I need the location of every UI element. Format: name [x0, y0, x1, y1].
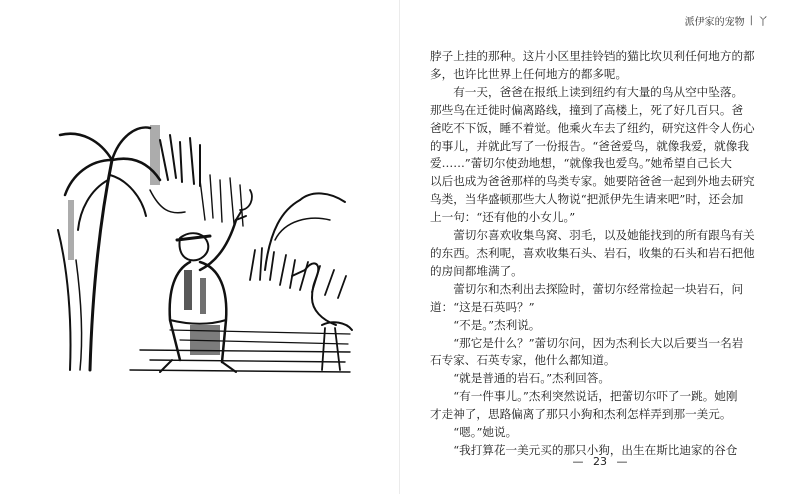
footer-dash-right: — [616, 455, 628, 468]
running-head-separator: | [749, 15, 753, 26]
text-line: 有一天，爸爸在报纸上读到纽约有大量的鸟从空中坠落。 [430, 84, 744, 99]
page-number: 23 [593, 455, 607, 468]
text-line: “嗯。”她说。 [430, 425, 518, 440]
text-line: 才走神了，思路偏离了那只小狗和杰利怎样弄到那一美元。 [430, 407, 732, 422]
illustration-image [50, 120, 360, 375]
right-page [400, 0, 800, 494]
text-line: “有一件事儿。”杰利突然说话，把蕾切尔吓了一跳。她刚 [430, 389, 738, 404]
text-line: 上一句：“还有他的小女儿。” [430, 210, 576, 225]
text-line: 的东西。杰利呢，喜欢收集石头、岩石，收集的石头和岩石把他 [430, 245, 755, 260]
text-line: 以后也成为爸爸那样的鸟类专家。她要陪爸爸一起到外地去研究 [430, 174, 755, 189]
book-title: 派伊家的宠物 [684, 17, 745, 28]
text-line: 蕾切尔喜欢收集鸟窝、羽毛，以及她能找到的所有跟鸟有关 [430, 228, 755, 243]
text-line: 多，也许比世界上任何地方的都多呢。 [430, 66, 628, 81]
chapter-mark: 丫 [758, 17, 768, 28]
footer-dash-left: — [572, 455, 584, 468]
text-line: “我打算花一美元买的那只小狗，出生在斯比迪家的谷仓 [430, 442, 738, 457]
text-line: “就是普通的岩石。”杰利回答。 [430, 371, 610, 386]
text-line: 那些鸟在迁徙时偏离路线，撞到了高楼上，死了好几百只。爸 [430, 102, 744, 117]
text-line: 的房间都堆满了。 [430, 263, 523, 278]
page-footer [400, 455, 800, 468]
text-line: 蕾切尔和杰利出去探险时，蕾切尔经常捡起一块岩石，问 [430, 281, 744, 296]
text-line: 的事儿，并就此写了一份报告。“爸爸爱鸟，就像我爱，就像我 [430, 138, 749, 153]
text-line: 脖子上挂的那种。这片小区里挂铃铛的猫比坎贝利任何地方的都 [430, 49, 755, 63]
body-text [430, 48, 762, 460]
text-line: 爱……”蕾切尔使劲地想，“就像我也爱鸟。”她希望自己长大 [430, 156, 732, 171]
text-line: 爸吃不下饭，睡不着觉。他乘火车去了纽约，研究这件令人伤心 [430, 120, 755, 135]
text-line: 鸟类，当华盛顿那些大人物说“把派伊先生请来吧”时，还会加 [430, 192, 744, 207]
text-line: 石专家、石英专家，他什么都知道。 [430, 353, 616, 368]
text-line: 道：“这是石英吗？” [430, 299, 535, 314]
text-line: “不是。”杰利说。 [430, 317, 541, 332]
text-line: “那它是什么？”蕾切尔问，因为杰利长大以后要当一名岩 [430, 335, 744, 350]
running-head [685, 13, 768, 28]
